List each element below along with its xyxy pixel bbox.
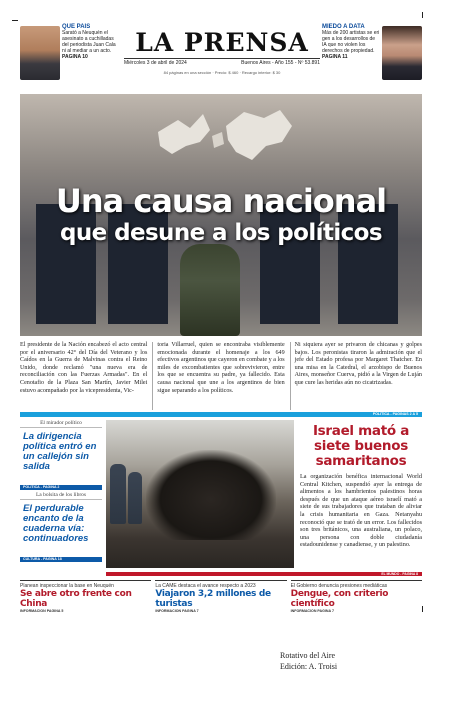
issue-date: Miércoles 3 de abril de 2024 <box>124 60 187 66</box>
issue-edition: Buenos Aires - Año 155 - Nº 53.891 <box>241 60 320 66</box>
section-tag: POLITICA - PAGINAS 2 A 5 <box>372 412 418 416</box>
bottom-teaser[interactable] <box>290 580 422 613</box>
column-tag: La bolsita de los libros <box>20 492 102 500</box>
bottom-headline[interactable]: Se abre otro frente con China <box>20 589 132 609</box>
teaser-page: PAGINA 11 <box>322 54 348 60</box>
side-headline[interactable]: La dirigencia política entró en un callejón sin salida <box>23 431 97 472</box>
crop-mark <box>422 12 423 18</box>
destroyed-car <box>146 450 276 540</box>
israel-headline[interactable]: Israel mató a siete buenos samaritanos <box>312 423 410 469</box>
section-tag: EL MUNDO - PAGINA 8 <box>381 572 418 576</box>
credits <box>280 650 450 672</box>
main-headline[interactable]: Una causa nacional <box>55 182 387 220</box>
side-teaser[interactable] <box>20 420 102 492</box>
bottom-teasers <box>20 580 422 613</box>
teaser-left[interactable] <box>20 24 116 80</box>
section-tag: INFORMACION PAGINA 7 <box>155 609 199 613</box>
bystander-figure <box>110 464 126 524</box>
veteran-figure <box>180 244 240 336</box>
israel-story <box>300 424 422 572</box>
newspaper-front-page <box>20 20 422 613</box>
hero-photo[interactable] <box>20 94 422 336</box>
side-teaser[interactable] <box>20 492 102 564</box>
teaser-tag: QUE PAIS <box>62 24 91 30</box>
crop-mark <box>12 20 18 21</box>
dateline <box>124 58 320 66</box>
credit-line: Rotativo del Aire <box>280 651 336 660</box>
malvinas-relief-icon <box>148 102 298 170</box>
section-tag: INFORMACION PAGINA 7 <box>290 609 334 613</box>
masthead <box>20 22 422 84</box>
israel-body: La organización benéfica internacional World Central Kitchen, suspendió ayer la entrega de alimentos a los hambrientos palestinos horas después de que un ataque aéreo israelí mató a siete de sus trabajadores que trataban de aliviar la crisis humanitaria en Gaza. Netanyahu reconoció que se trató de un error. Los fallecidos son tres británicos, una australiana, un polaco, una persona con doble ciudadanía estadounidense y canadiense, y un palestino. <box>300 473 422 549</box>
bottom-teaser[interactable] <box>20 580 151 613</box>
bystander-figure <box>128 472 142 524</box>
credit-line: Edición: A. Troisi <box>280 662 338 671</box>
teaser-page: PAGINA 10 <box>62 54 88 60</box>
column-tag: El mirador político <box>20 420 102 428</box>
gaza-car-photo[interactable] <box>106 420 294 568</box>
crop-mark <box>422 606 423 612</box>
section-tag: CULTURA - PAGINA 18 <box>20 557 102 562</box>
bottom-kicker: Planean inspeccionar la base en Neuquén <box>20 583 114 589</box>
section-tag: POLITICA - PAGINA 2 <box>20 485 102 490</box>
bottom-headline[interactable]: Dengue, con criterio científico <box>290 589 389 609</box>
teaser-text: Sarató a Neuquén el asesinato a cuchilladas del periodista Juan Cala ni al mediar a un acto. <box>62 30 116 54</box>
main-subheadline[interactable]: que desune a los políticos <box>60 220 382 246</box>
bottom-kicker: La CAME destaca el avance respecto a 2023 <box>155 583 256 589</box>
columnist-photo <box>382 26 422 80</box>
section-tag: INFORMACION PAGINA 5 <box>20 609 64 613</box>
price-line: 84 páginas en una sección · Precio: $ 460 · Recargo interior: $ 30 <box>163 70 281 75</box>
side-headline[interactable]: El perdurable encanto de la cuaderna vía: continuadores <box>23 503 89 544</box>
lead-column: El presidente de la Nación encabezó el acto central por el aniversario 42° del Día del Veterano y los Caídos en la Guerra de Malvinas contra el Reino Unido, donde reclamó "una nueva era de reconciliación con las Fuerzas Armadas". En el Cenotafio de la Plaza San Martín, Javier Milei estuvo acompañado por la vicepresidenta, Vic- <box>20 342 148 394</box>
lead-article <box>20 342 422 410</box>
bottom-kicker: El Gobierno denuncia presiones mediáticas <box>290 583 388 589</box>
bottom-headline[interactable]: Viajaron 3,2 millones de turistas <box>155 589 271 609</box>
side-column <box>20 420 102 572</box>
teaser-text: Más de 200 artistas se eri gen a los desarrollos de IA que no violen los derechos de propiedad. <box>322 30 380 54</box>
lead-column: toria Villarruel, quien se encontraba visiblemente emocionada durante el homenaje a los 649 efectivos argentinos que cayeron en combate y a los miles de excombatientes que sobrevivieron, entre los que se encuentra su padre, ya fallecido. Esta causa nacional que une a los argentinos de bien sigue separando a los políticos. <box>152 342 284 410</box>
section-bar <box>20 412 422 417</box>
newspaper-logo: LA PRENSA <box>135 28 309 57</box>
section-bar <box>106 572 422 576</box>
teaser-tag: MIEDO A DATA <box>322 24 365 30</box>
lead-column: Ni siquiera ayer se privaron de chicanas y golpes bajos. Los peronistas tiraron la admiración que el jefe del Estado profesa por Margaret Thatcher. En una misa en la Catedral, el arzobispo de Buenos Aires, monseñor Cuerva, pidió a la Virgen de Luján que cure las heridas aún no cicatrizadas. <box>290 342 422 410</box>
bottom-teaser[interactable] <box>155 580 286 613</box>
